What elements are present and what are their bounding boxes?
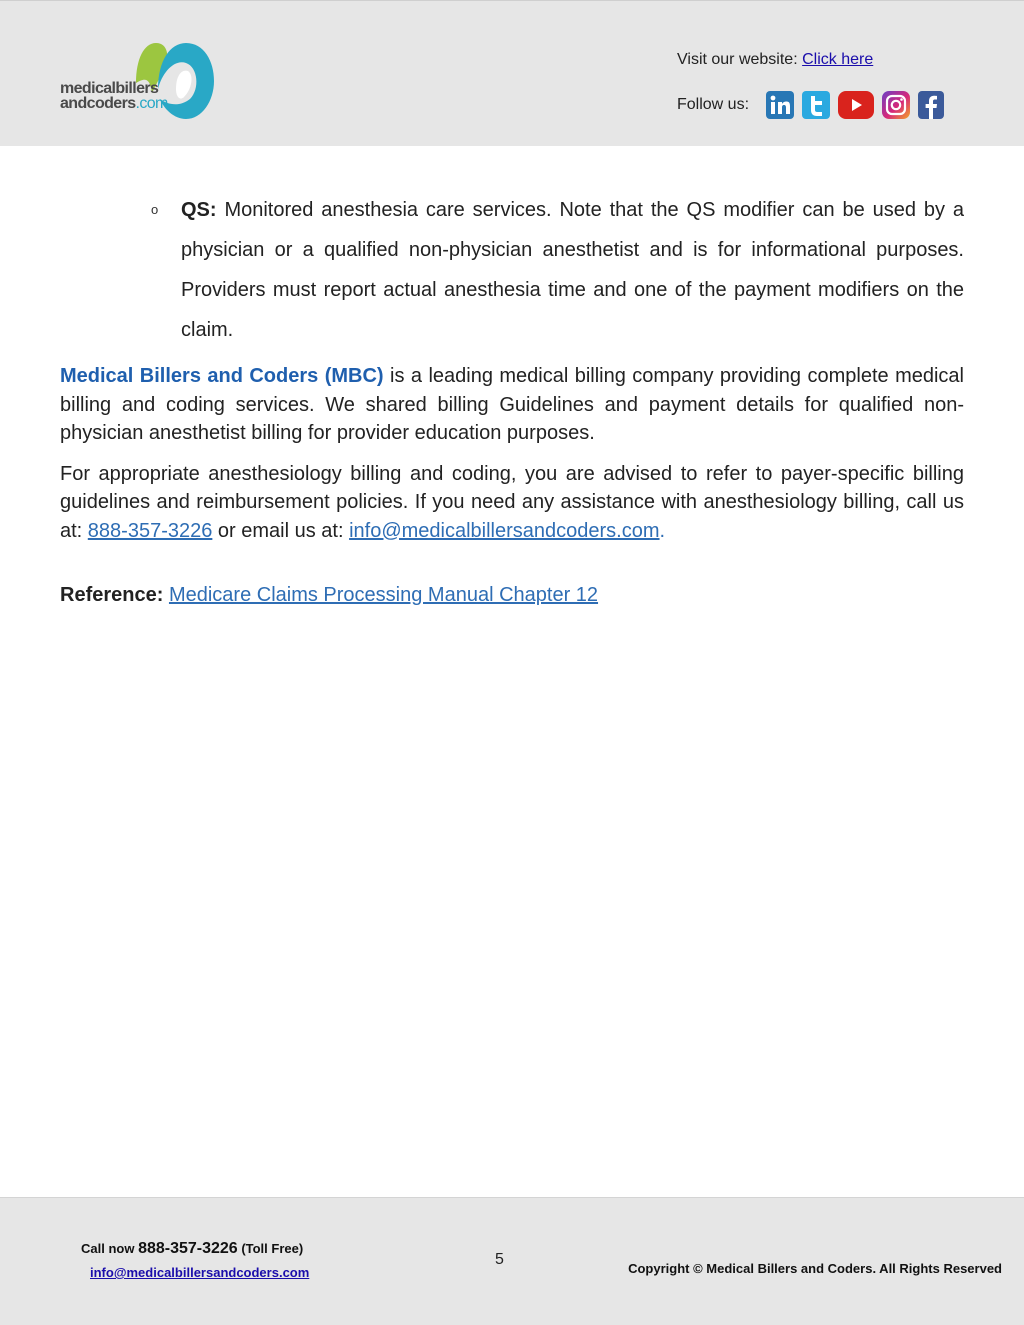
page-footer <box>0 1197 1024 1325</box>
reference <box>60 581 964 609</box>
call-now <box>81 1240 303 1258</box>
page-header <box>0 0 1024 146</box>
call-suffix: (Toll Free) <box>237 1241 304 1256</box>
paragraph-contact-end: . <box>659 519 666 542</box>
visit-label: Visit our website: <box>677 51 798 68</box>
twitter-icon[interactable] <box>802 91 830 119</box>
company-logo[interactable] <box>58 39 218 123</box>
social-links <box>766 91 944 119</box>
follow-label: Follow us: <box>677 96 750 113</box>
logo-wordmark <box>60 81 168 111</box>
website-link[interactable]: Click here <box>802 51 874 68</box>
facebook-icon[interactable] <box>918 91 944 119</box>
instagram-icon[interactable] <box>882 91 910 119</box>
email-link[interactable]: info@medicalbillersandcoders.com <box>349 519 660 542</box>
paragraph-about <box>60 362 964 448</box>
bullet-text: Monitored anesthesia care services. Note that the QS modifier can be used by a physician or a qualified non-physician anesthetist and is for informational purposes. Providers must report actual anesthesia time and one of the payment modifiers on the claim. <box>181 199 964 341</box>
paragraph-about-text: is a leading medical billing company providing complete medical billing and coding services. We shared billing Guidelines and payment details for qualified non-physician anesthetist billing for provider education purposes. <box>60 365 964 444</box>
logo-line-2: andcoders <box>60 95 136 112</box>
page-number: 5 <box>495 1251 504 1268</box>
linkedin-icon[interactable] <box>766 91 794 119</box>
footer-phone: 888-357-3226 <box>138 1240 238 1257</box>
paragraph-contact <box>60 460 964 546</box>
visit-website <box>677 51 873 69</box>
brand-name: Medical Billers and Coders (MBC) <box>60 365 384 387</box>
reference-link[interactable]: Medicare Claims Processing Manual Chapter 12 <box>168 584 599 606</box>
document-body <box>60 190 964 609</box>
footer-email-link[interactable]: info@medicalbillersandcoders.com <box>90 1265 310 1280</box>
phone-link[interactable]: 888-357-3226 <box>87 519 213 542</box>
bullet-item-qs <box>60 190 964 350</box>
reference-label: Reference: <box>60 584 164 606</box>
paragraph-contact-text: For appropriate anesthesiology billing and coding, you are advised to refer to payer-specific billing guidelines and reimbursement policies. If you need any assistance with anesthesiology billing, call us at: <box>60 462 964 542</box>
paragraph-contact-mid: or email us at: <box>212 519 350 542</box>
bullet-term: QS: <box>181 199 217 221</box>
logo-dotcom: .com <box>135 95 168 112</box>
bullet-marker: o <box>151 202 159 217</box>
call-prefix: Call now <box>81 1241 139 1256</box>
youtube-icon[interactable] <box>838 91 874 119</box>
copyright-text: Copyright © Medical Billers and Coders. All Rights Reserved <box>628 1261 1002 1276</box>
logo-line-1: medicalbillers <box>60 80 159 97</box>
